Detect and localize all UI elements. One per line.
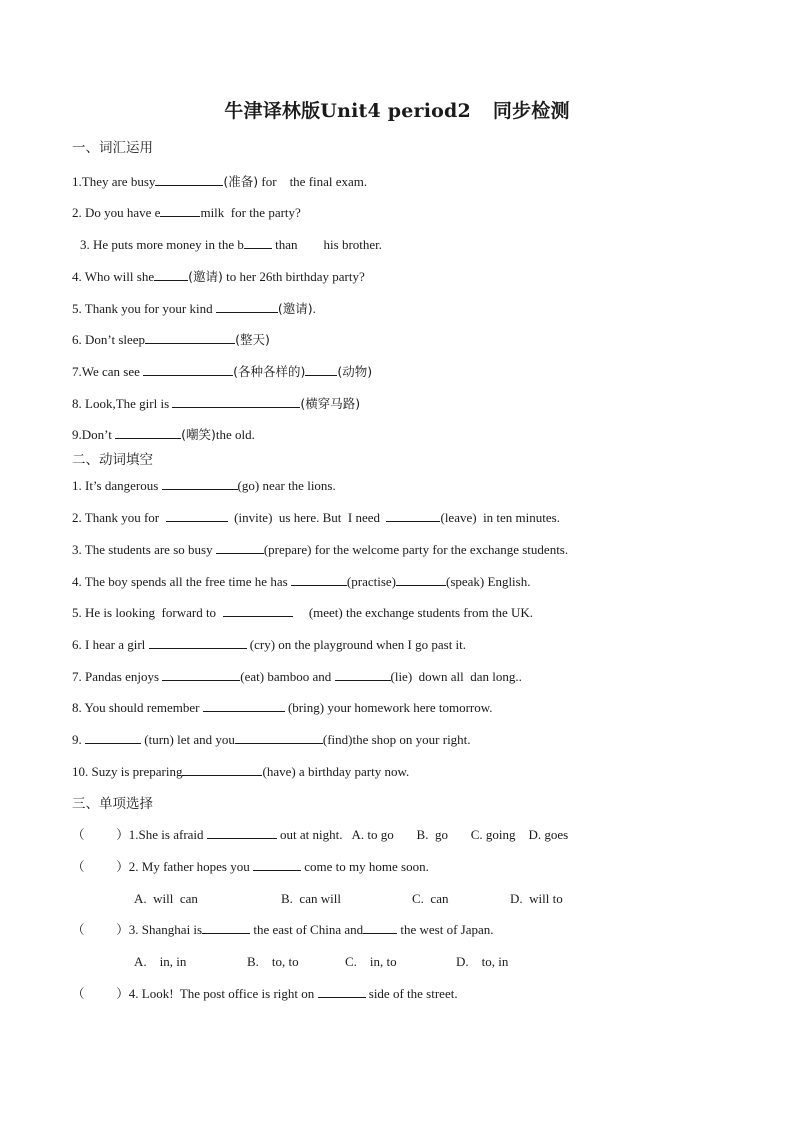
verb-question-1 <box>72 477 336 495</box>
question-text: out at night. A. to go B. go C. going D. goes <box>276 827 569 842</box>
question-text: (bring) your homework here tomorrow. <box>284 700 493 715</box>
answer-blank[interactable] <box>149 636 247 649</box>
verb-question-8 <box>72 699 493 717</box>
answer-blank[interactable] <box>216 300 278 313</box>
chinese-hint: (整天) <box>235 332 270 347</box>
answer-blank[interactable] <box>143 363 233 376</box>
question-text: (eat) bamboo and <box>240 669 335 684</box>
question-text: 2. Do you have e <box>72 205 161 220</box>
title-sub: 同步检测 <box>492 100 570 122</box>
question-text: 8. Look,The girl is <box>72 396 173 411</box>
question-text: to her 26th birthday party? <box>222 269 365 284</box>
answer-paren[interactable]: （ ） <box>72 986 129 1001</box>
verb-question-7 <box>72 668 522 686</box>
choice-3-option-a[interactable]: A. in, in <box>134 954 187 969</box>
choice-2-option-d[interactable]: D. will to <box>510 891 563 906</box>
chinese-hint: (动物) <box>337 364 373 379</box>
answer-blank[interactable] <box>335 668 391 681</box>
vocab-question-1 <box>72 173 367 191</box>
question-text: 8. You should remember <box>72 700 203 715</box>
answer-blank[interactable] <box>223 604 293 617</box>
question-text: 1.She is afraid <box>128 827 207 842</box>
question-text: (leave) in ten minutes. <box>440 510 560 525</box>
answer-blank[interactable] <box>253 858 301 871</box>
vocab-question-3 <box>80 236 382 254</box>
question-text: 4. The boy spends all the free time he has <box>72 574 291 589</box>
choice-3-option-c[interactable]: C. in, to <box>345 954 397 969</box>
answer-blank[interactable] <box>162 668 240 681</box>
choice-question-3 <box>72 921 494 939</box>
choice-2-option-a[interactable]: A. will can <box>134 891 198 906</box>
answer-blank[interactable] <box>162 477 238 490</box>
answer-blank[interactable] <box>363 921 397 934</box>
question-text: 6. Don’t sleep <box>72 332 146 347</box>
chinese-hint: (准备) <box>223 174 259 189</box>
question-text: the old. <box>215 427 255 442</box>
chinese-hint: (嘲笑) <box>181 427 216 442</box>
question-text: 9. <box>72 732 85 747</box>
question-text: the west of Japan. <box>397 922 494 937</box>
page-title <box>0 96 794 123</box>
answer-blank[interactable] <box>172 395 300 408</box>
question-text: 10. Suzy is preparing <box>72 764 183 779</box>
question-text: 9.Don’t <box>72 427 116 442</box>
question-text: side of the street. <box>365 986 458 1001</box>
answer-blank[interactable] <box>182 763 262 776</box>
answer-blank[interactable] <box>155 173 223 186</box>
question-text: (meet) the exchange students from the UK. <box>292 605 533 620</box>
answer-blank[interactable] <box>396 573 446 586</box>
answer-paren[interactable]: （ ） <box>72 859 129 874</box>
chinese-hint: (横穿马路) <box>300 396 361 411</box>
question-text: 6. I hear a girl <box>72 637 149 652</box>
answer-blank[interactable] <box>85 731 141 744</box>
question-text: for the final exam. <box>258 174 368 189</box>
question-text: (speak) English. <box>446 574 531 589</box>
chinese-hint: (各种各样的) <box>233 364 306 379</box>
question-text: (turn) let and you <box>141 732 235 747</box>
chinese-hint: (邀请) <box>277 301 313 316</box>
question-text: 1.They are busy <box>72 174 156 189</box>
answer-blank[interactable] <box>166 509 228 522</box>
choice-3-option-d[interactable]: D. to, in <box>456 954 509 969</box>
verb-question-4 <box>72 573 530 591</box>
question-text: than his brother. <box>271 237 383 252</box>
question-text: 2. Thank you for <box>72 510 166 525</box>
answer-paren[interactable]: （ ） <box>72 827 129 842</box>
question-text: 5. Thank you for your kind <box>72 301 216 316</box>
answer-blank[interactable] <box>291 573 347 586</box>
choice-2-option-b[interactable]: B. can will <box>281 891 341 906</box>
answer-blank[interactable] <box>202 921 250 934</box>
vocab-question-6 <box>72 331 270 349</box>
answer-blank[interactable] <box>386 509 440 522</box>
answer-blank[interactable] <box>216 541 264 554</box>
question-text: 2. My father hopes you <box>128 859 253 874</box>
question-text: (practise) <box>346 574 396 589</box>
vocab-question-8 <box>72 395 360 413</box>
question-text: come to my home soon. <box>301 859 429 874</box>
question-text: 4. Look! The post office is right on <box>128 986 318 1001</box>
question-text: (find)the shop on your right. <box>322 732 471 747</box>
vocab-question-5 <box>72 300 316 318</box>
answer-blank[interactable] <box>115 426 181 439</box>
answer-blank[interactable] <box>203 699 285 712</box>
verb-question-10 <box>72 763 409 781</box>
choice-3-option-b[interactable]: B. to, to <box>247 954 299 969</box>
question-text: (go) near the lions. <box>237 478 336 493</box>
verb-question-9 <box>72 731 471 749</box>
title-main: 牛津译林版Unit4 period2 <box>224 100 471 122</box>
question-text: (prepare) for the welcome party for the exchange students. <box>263 542 569 557</box>
vocab-question-7 <box>72 363 372 381</box>
question-text: milk for the party? <box>200 205 301 220</box>
vocab-question-9 <box>72 426 255 444</box>
section-heading-choice: 三、单项选择 <box>72 796 153 812</box>
section-heading-vocabulary: 一、词汇运用 <box>72 140 153 156</box>
question-text: 3. The students are so busy <box>72 542 216 557</box>
verb-question-3 <box>72 541 568 559</box>
answer-blank[interactable] <box>235 731 323 744</box>
question-text: (have) a birthday party now. <box>262 764 410 779</box>
question-text: (cry) on the playground when I go past it. <box>246 637 467 652</box>
answer-blank[interactable] <box>305 363 337 376</box>
verb-question-6 <box>72 636 466 654</box>
answer-blank[interactable] <box>154 268 188 281</box>
answer-blank[interactable] <box>145 331 235 344</box>
question-text: 4. Who will she <box>72 269 155 284</box>
choice-question-1 <box>72 826 568 844</box>
choice-question-4 <box>72 985 458 1003</box>
question-text: (lie) down all dan long.. <box>390 669 522 684</box>
verb-question-2 <box>72 509 560 527</box>
vocab-question-2 <box>72 204 301 222</box>
question-text: 5. He is looking forward to <box>72 605 223 620</box>
question-text: 7. Pandas enjoys <box>72 669 163 684</box>
answer-blank[interactable] <box>318 985 366 998</box>
question-text: (invite) us here. But I need <box>227 510 387 525</box>
answer-blank[interactable] <box>244 236 272 249</box>
answer-paren[interactable]: （ ） <box>72 922 129 937</box>
question-text: 7.We can see <box>72 364 144 379</box>
vocab-question-4 <box>72 268 365 286</box>
question-text: . <box>312 301 316 316</box>
verb-question-5 <box>72 604 533 622</box>
question-text: the east of China and <box>250 922 364 937</box>
answer-blank[interactable] <box>207 826 277 839</box>
section-heading-verbs: 二、动词填空 <box>72 452 153 468</box>
chinese-hint: (邀请) <box>188 269 223 284</box>
question-text: 3. Shanghai is <box>128 922 203 937</box>
question-text: 1. It’s dangerous <box>72 478 162 493</box>
question-text: 3. He puts more money in the b <box>80 237 244 252</box>
answer-blank[interactable] <box>160 204 200 217</box>
choice-2-option-c[interactable]: C. can <box>412 891 449 906</box>
choice-question-2 <box>72 858 429 876</box>
